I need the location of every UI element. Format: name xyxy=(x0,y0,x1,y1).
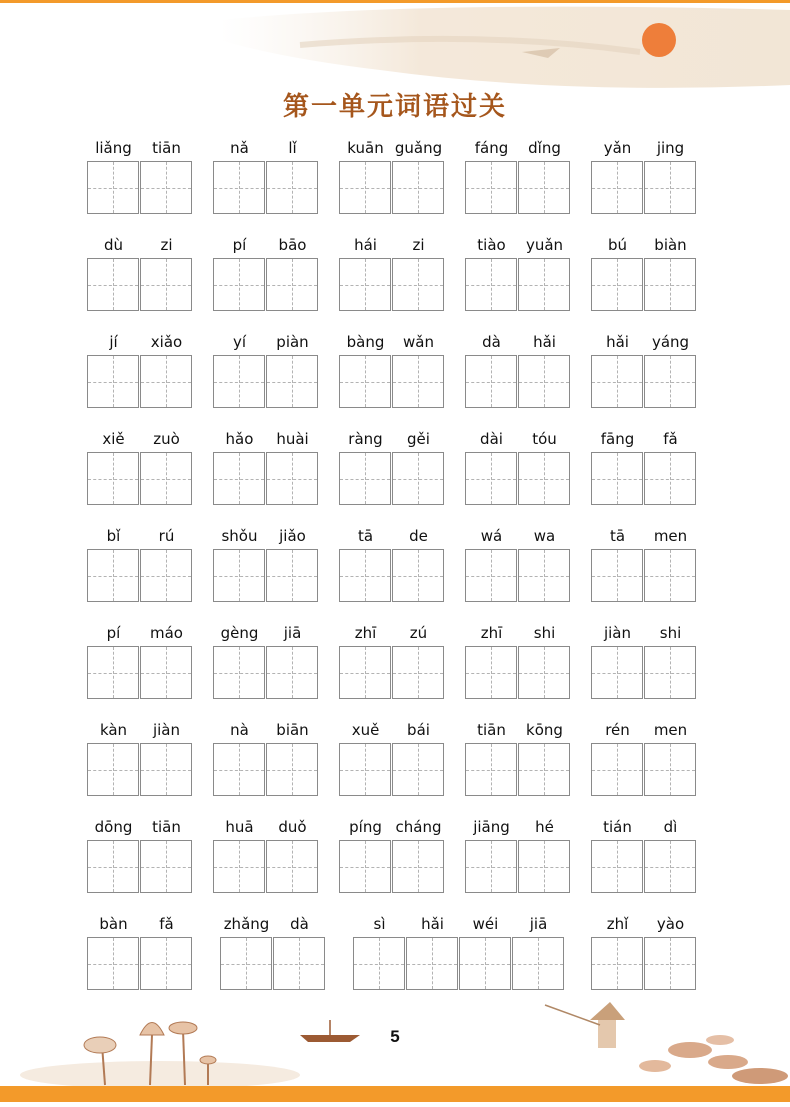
pinyin-syllable: huā xyxy=(225,818,254,836)
tianzige-writing-cell[interactable] xyxy=(213,743,265,796)
horizontal-guide-line xyxy=(214,673,264,674)
horizontal-guide-line xyxy=(393,382,443,383)
pinyin-syllable: biān xyxy=(276,721,309,739)
horizontal-guide-line xyxy=(519,285,569,286)
tianzige-writing-cell[interactable] xyxy=(266,840,318,893)
tianzige-writing-cell[interactable] xyxy=(392,161,444,214)
horizontal-guide-line xyxy=(592,673,642,674)
tianzige-writing-cell[interactable] xyxy=(518,355,570,408)
horizontal-guide-line xyxy=(340,867,390,868)
pinyin-syllable: fǎ xyxy=(159,915,174,933)
pinyin-syllable: zhǐ xyxy=(606,915,629,933)
horizontal-guide-line xyxy=(466,188,516,189)
tianzige-writing-cell[interactable] xyxy=(518,161,570,214)
tianzige-writing-cell[interactable] xyxy=(213,646,265,699)
horizontal-guide-line xyxy=(645,576,695,577)
pinyin-syllable: fāng xyxy=(600,430,635,448)
tianzige-writing-cell[interactable] xyxy=(339,161,391,214)
pinyin-syllable: jí xyxy=(109,333,118,351)
horizontal-guide-line xyxy=(88,576,138,577)
pinyin-syllable: huài xyxy=(276,430,309,448)
horizontal-guide-line xyxy=(645,867,695,868)
pinyin-syllable: de xyxy=(409,527,428,545)
pinyin-syllable: kōng xyxy=(526,721,563,739)
tianzige-writing-cell[interactable] xyxy=(353,937,405,990)
tianzige-writing-cell[interactable] xyxy=(591,258,643,311)
tianzige-writing-cell[interactable] xyxy=(140,937,192,990)
horizontal-guide-line xyxy=(592,964,642,965)
pinyin-syllable: zuò xyxy=(153,430,180,448)
horizontal-guide-line xyxy=(267,188,317,189)
horizontal-guide-line xyxy=(214,479,264,480)
horizontal-guide-line xyxy=(466,673,516,674)
tianzige-writing-cell[interactable] xyxy=(87,161,139,214)
pinyin-syllable: wá xyxy=(480,527,503,545)
pinyin-syllable: tiào xyxy=(477,236,506,254)
tianzige-writing-cell[interactable] xyxy=(644,355,696,408)
tianzige-writing-cell[interactable] xyxy=(644,840,696,893)
pinyin-syllable: bàn xyxy=(99,915,128,933)
tianzige-writing-cell[interactable] xyxy=(266,646,318,699)
pinyin-syllable: máo xyxy=(150,624,183,642)
tianzige-writing-cell[interactable] xyxy=(220,937,272,990)
pinyin-syllable: sì xyxy=(373,915,386,933)
tianzige-writing-cell[interactable] xyxy=(465,646,517,699)
pinyin-syllable: fáng xyxy=(474,139,509,157)
horizontal-guide-line xyxy=(141,285,191,286)
tianzige-writing-cell[interactable] xyxy=(213,355,265,408)
pinyin-syllable: zhī xyxy=(354,624,377,642)
pinyin-syllable: pí xyxy=(232,236,247,254)
pinyin-syllable: zi xyxy=(412,236,425,254)
pinyin-syllable: duǒ xyxy=(278,818,307,836)
pinyin-syllable: tiān xyxy=(152,818,181,836)
tianzige-writing-cell[interactable] xyxy=(266,452,318,505)
pinyin-syllable: gěi xyxy=(407,430,430,448)
pinyin-syllable: shi xyxy=(659,624,682,642)
horizontal-guide-line xyxy=(340,770,390,771)
tianzige-writing-cell[interactable] xyxy=(266,549,318,602)
horizontal-guide-line xyxy=(466,867,516,868)
tianzige-writing-cell[interactable] xyxy=(140,258,192,311)
tianzige-writing-cell[interactable] xyxy=(465,549,517,602)
tianzige-writing-cell[interactable] xyxy=(140,840,192,893)
tianzige-writing-cell[interactable] xyxy=(591,646,643,699)
tianzige-writing-cell[interactable] xyxy=(87,937,139,990)
pinyin-syllable: dà xyxy=(290,915,309,933)
pinyin-syllable: men xyxy=(653,527,688,545)
pinyin-syllable: xuě xyxy=(351,721,380,739)
horizontal-guide-line xyxy=(267,770,317,771)
tianzige-writing-cell[interactable] xyxy=(213,549,265,602)
pinyin-syllable: hé xyxy=(535,818,554,836)
pinyin-syllable: yǎn xyxy=(603,139,632,157)
pinyin-syllable: kàn xyxy=(99,721,128,739)
horizontal-guide-line xyxy=(592,285,642,286)
horizontal-guide-line xyxy=(466,576,516,577)
tianzige-writing-cell[interactable] xyxy=(266,355,318,408)
horizontal-guide-line xyxy=(340,188,390,189)
horizontal-guide-line xyxy=(340,479,390,480)
horizontal-guide-line xyxy=(466,770,516,771)
horizontal-guide-line xyxy=(141,188,191,189)
pinyin-syllable: wéi xyxy=(472,915,499,933)
pinyin-syllable: liǎng xyxy=(95,139,132,157)
pinyin-syllable: zhǎng xyxy=(223,915,270,933)
horizontal-guide-line xyxy=(88,479,138,480)
pinyin-syllable: xiǎo xyxy=(150,333,183,351)
tianzige-writing-cell[interactable] xyxy=(644,743,696,796)
horizontal-guide-line xyxy=(274,964,324,965)
horizontal-guide-line xyxy=(267,285,317,286)
tianzige-writing-cell[interactable] xyxy=(392,646,444,699)
horizontal-guide-line xyxy=(340,673,390,674)
tianzige-writing-cell[interactable] xyxy=(591,161,643,214)
horizontal-guide-line xyxy=(466,285,516,286)
tianzige-writing-cell[interactable] xyxy=(591,937,643,990)
tianzige-writing-cell[interactable] xyxy=(465,452,517,505)
pinyin-syllable: tián xyxy=(603,818,632,836)
tianzige-writing-cell[interactable] xyxy=(266,743,318,796)
pinyin-syllable: piàn xyxy=(276,333,309,351)
tianzige-writing-cell[interactable] xyxy=(339,646,391,699)
horizontal-guide-line xyxy=(519,867,569,868)
horizontal-guide-line xyxy=(141,576,191,577)
bottom-accent-bar xyxy=(0,1086,790,1102)
tianzige-writing-cell[interactable] xyxy=(87,258,139,311)
pinyin-syllable: cháng xyxy=(395,818,442,836)
tianzige-writing-cell[interactable] xyxy=(392,355,444,408)
horizontal-guide-line xyxy=(88,285,138,286)
horizontal-guide-line xyxy=(393,673,443,674)
horizontal-guide-line xyxy=(267,576,317,577)
pinyin-syllable: nǎ xyxy=(230,139,249,157)
horizontal-guide-line xyxy=(407,964,457,965)
pinyin-syllable: bǐ xyxy=(106,527,121,545)
horizontal-guide-line xyxy=(592,382,642,383)
tianzige-writing-cell[interactable] xyxy=(87,452,139,505)
horizontal-guide-line xyxy=(466,382,516,383)
horizontal-guide-line xyxy=(340,576,390,577)
tianzige-writing-cell[interactable] xyxy=(392,743,444,796)
tianzige-writing-cell[interactable] xyxy=(339,355,391,408)
pinyin-syllable: jiàn xyxy=(152,721,181,739)
pinyin-syllable: shi xyxy=(533,624,556,642)
pinyin-syllable: nà xyxy=(230,721,249,739)
pinyin-syllable: biàn xyxy=(654,236,687,254)
pinyin-syllable: jiàn xyxy=(603,624,632,642)
pinyin-syllable: tóu xyxy=(532,430,557,448)
tianzige-writing-cell[interactable] xyxy=(140,549,192,602)
pinyin-syllable: dì xyxy=(663,818,678,836)
pinyin-syllable: men xyxy=(653,721,688,739)
horizontal-guide-line xyxy=(513,964,563,965)
horizontal-guide-line xyxy=(267,479,317,480)
tianzige-writing-cell[interactable] xyxy=(213,840,265,893)
horizontal-guide-line xyxy=(393,285,443,286)
pinyin-syllable: yí xyxy=(232,333,247,351)
horizontal-guide-line xyxy=(214,576,264,577)
pinyin-syllable: dài xyxy=(480,430,503,448)
horizontal-guide-line xyxy=(214,382,264,383)
tianzige-writing-cell[interactable] xyxy=(87,743,139,796)
tianzige-writing-cell[interactable] xyxy=(213,258,265,311)
horizontal-guide-line xyxy=(645,964,695,965)
pinyin-syllable: pí xyxy=(106,624,121,642)
horizontal-guide-line xyxy=(141,770,191,771)
tianzige-writing-cell[interactable] xyxy=(140,355,192,408)
tianzige-writing-cell[interactable] xyxy=(591,840,643,893)
horizontal-guide-line xyxy=(393,188,443,189)
horizontal-guide-line xyxy=(214,285,264,286)
pinyin-syllable: dù xyxy=(103,236,124,254)
horizontal-guide-line xyxy=(214,867,264,868)
tianzige-writing-cell[interactable] xyxy=(339,840,391,893)
pinyin-syllable: yáng xyxy=(651,333,690,351)
horizontal-guide-line xyxy=(88,382,138,383)
horizontal-guide-line xyxy=(393,867,443,868)
horizontal-guide-line xyxy=(393,770,443,771)
pinyin-syllable: bāo xyxy=(278,236,307,254)
pinyin-syllable: dǐng xyxy=(528,139,561,157)
horizontal-guide-line xyxy=(141,673,191,674)
tianzige-writing-cell[interactable] xyxy=(518,840,570,893)
horizontal-guide-line xyxy=(393,479,443,480)
tianzige-writing-cell[interactable] xyxy=(465,258,517,311)
pinyin-syllable: bàng xyxy=(346,333,385,351)
tianzige-writing-cell[interactable] xyxy=(644,646,696,699)
tianzige-writing-cell[interactable] xyxy=(266,161,318,214)
horizontal-guide-line xyxy=(221,964,271,965)
horizontal-guide-line xyxy=(141,382,191,383)
horizontal-guide-line xyxy=(141,479,191,480)
horizontal-guide-line xyxy=(340,382,390,383)
page-title: 第一单元词语过关 xyxy=(282,92,507,122)
pinyin-syllable: hǎo xyxy=(225,430,254,448)
tianzige-writing-cell[interactable] xyxy=(518,743,570,796)
horizontal-guide-line xyxy=(519,673,569,674)
horizontal-guide-line xyxy=(267,867,317,868)
tianzige-writing-cell[interactable] xyxy=(518,452,570,505)
pinyin-syllable: xiě xyxy=(102,430,125,448)
pinyin-syllable: rén xyxy=(605,721,630,739)
pinyin-syllable: zhī xyxy=(480,624,503,642)
tianzige-writing-cell[interactable] xyxy=(644,161,696,214)
pinyin-syllable: hǎi xyxy=(533,333,556,351)
pinyin-syllable: yào xyxy=(656,915,685,933)
pinyin-syllable: píng xyxy=(349,818,382,836)
pinyin-syllable: tā xyxy=(609,527,626,545)
tianzige-writing-cell[interactable] xyxy=(591,355,643,408)
pinyin-syllable: tā xyxy=(357,527,374,545)
horizontal-guide-line xyxy=(354,964,404,965)
tianzige-writing-cell[interactable] xyxy=(87,355,139,408)
tianzige-writing-cell[interactable] xyxy=(644,937,696,990)
horizontal-guide-line xyxy=(645,770,695,771)
tianzige-writing-cell[interactable] xyxy=(644,258,696,311)
tianzige-writing-cell[interactable] xyxy=(465,743,517,796)
pinyin-syllable: gèng xyxy=(220,624,259,642)
horizontal-guide-line xyxy=(519,188,569,189)
horizontal-guide-line xyxy=(460,964,510,965)
horizontal-guide-line xyxy=(141,867,191,868)
horizontal-guide-line xyxy=(88,673,138,674)
tianzige-writing-cell[interactable] xyxy=(512,937,564,990)
horizontal-guide-line xyxy=(645,382,695,383)
pinyin-syllable: jiāng xyxy=(473,818,510,836)
pinyin-syllable: jing xyxy=(656,139,685,157)
pinyin-syllable: jiǎo xyxy=(279,527,306,545)
horizontal-guide-line xyxy=(88,188,138,189)
horizontal-guide-line xyxy=(393,576,443,577)
pinyin-syllable: guǎng xyxy=(394,139,443,157)
horizontal-guide-line xyxy=(466,479,516,480)
horizontal-guide-line xyxy=(267,382,317,383)
horizontal-guide-line xyxy=(519,770,569,771)
horizontal-guide-line xyxy=(645,285,695,286)
tianzige-writing-cell[interactable] xyxy=(213,452,265,505)
pinyin-syllable: tiān xyxy=(477,721,506,739)
pinyin-syllable: kuān xyxy=(347,139,384,157)
pinyin-syllable: bú xyxy=(607,236,628,254)
horizontal-guide-line xyxy=(645,188,695,189)
pinyin-syllable: wǎn xyxy=(403,333,434,351)
tianzige-writing-cell[interactable] xyxy=(406,937,458,990)
pinyin-syllable: zú xyxy=(409,624,428,642)
pinyin-syllable: hǎi xyxy=(606,333,629,351)
pinyin-syllable: tiān xyxy=(152,139,181,157)
tianzige-writing-cell[interactable] xyxy=(518,549,570,602)
horizontal-guide-line xyxy=(88,770,138,771)
tianzige-writing-cell[interactable] xyxy=(392,840,444,893)
pinyin-syllable: wa xyxy=(533,527,556,545)
horizontal-guide-line xyxy=(141,964,191,965)
pinyin-syllable: yuǎn xyxy=(525,236,564,254)
tianzige-writing-cell[interactable] xyxy=(87,646,139,699)
tianzige-writing-cell[interactable] xyxy=(87,549,139,602)
horizontal-guide-line xyxy=(592,188,642,189)
tianzige-writing-cell[interactable] xyxy=(140,743,192,796)
horizontal-guide-line xyxy=(519,576,569,577)
tianzige-writing-cell[interactable] xyxy=(465,840,517,893)
tianzige-writing-cell[interactable] xyxy=(266,258,318,311)
tianzige-writing-cell[interactable] xyxy=(140,452,192,505)
tianzige-writing-cell[interactable] xyxy=(213,161,265,214)
tianzige-writing-cell[interactable] xyxy=(87,840,139,893)
horizontal-guide-line xyxy=(519,382,569,383)
tianzige-writing-cell[interactable] xyxy=(591,452,643,505)
tianzige-writing-cell[interactable] xyxy=(465,355,517,408)
tianzige-writing-cell[interactable] xyxy=(459,937,511,990)
pinyin-syllable: jiā xyxy=(529,915,548,933)
pinyin-syllable: rú xyxy=(158,527,175,545)
horizontal-guide-line xyxy=(592,770,642,771)
pinyin-syllable: jiā xyxy=(283,624,302,642)
tianzige-writing-cell[interactable] xyxy=(392,549,444,602)
tianzige-writing-cell[interactable] xyxy=(339,743,391,796)
tianzige-writing-cell[interactable] xyxy=(339,549,391,602)
horizontal-guide-line xyxy=(214,188,264,189)
horizontal-guide-line xyxy=(267,673,317,674)
pinyin-syllable: bái xyxy=(407,721,430,739)
horizontal-guide-line xyxy=(340,285,390,286)
horizontal-guide-line xyxy=(592,576,642,577)
tianzige-writing-cell[interactable] xyxy=(518,646,570,699)
tianzige-writing-cell[interactable] xyxy=(591,743,643,796)
tianzige-writing-cell[interactable] xyxy=(591,549,643,602)
pinyin-syllable: fǎ xyxy=(663,430,678,448)
page-number: 5 xyxy=(390,1027,400,1046)
horizontal-guide-line xyxy=(645,479,695,480)
pinyin-syllable: hǎi xyxy=(421,915,444,933)
horizontal-guide-line xyxy=(645,673,695,674)
tianzige-writing-cell[interactable] xyxy=(140,646,192,699)
tianzige-writing-cell[interactable] xyxy=(140,161,192,214)
sun-icon xyxy=(642,23,676,57)
pinyin-syllable: shǒu xyxy=(221,527,258,545)
horizontal-guide-line xyxy=(519,479,569,480)
pinyin-syllable: dōng xyxy=(94,818,133,836)
pinyin-syllable: hái xyxy=(354,236,377,254)
tianzige-writing-cell[interactable] xyxy=(644,549,696,602)
pinyin-syllable: dà xyxy=(482,333,501,351)
tianzige-writing-cell[interactable] xyxy=(339,452,391,505)
horizontal-guide-line xyxy=(214,770,264,771)
tianzige-writing-cell[interactable] xyxy=(392,258,444,311)
horizontal-guide-line xyxy=(88,867,138,868)
horizontal-guide-line xyxy=(592,479,642,480)
tianzige-writing-cell[interactable] xyxy=(465,161,517,214)
pinyin-syllable: lǐ xyxy=(288,139,297,157)
horizontal-guide-line xyxy=(88,964,138,965)
tianzige-writing-cell[interactable] xyxy=(518,258,570,311)
pinyin-syllable: zi xyxy=(160,236,173,254)
tianzige-writing-cell[interactable] xyxy=(339,258,391,311)
pinyin-syllable: ràng xyxy=(348,430,383,448)
tianzige-writing-cell[interactable] xyxy=(273,937,325,990)
horizontal-guide-line xyxy=(592,867,642,868)
tianzige-writing-cell[interactable] xyxy=(392,452,444,505)
tianzige-writing-cell[interactable] xyxy=(644,452,696,505)
